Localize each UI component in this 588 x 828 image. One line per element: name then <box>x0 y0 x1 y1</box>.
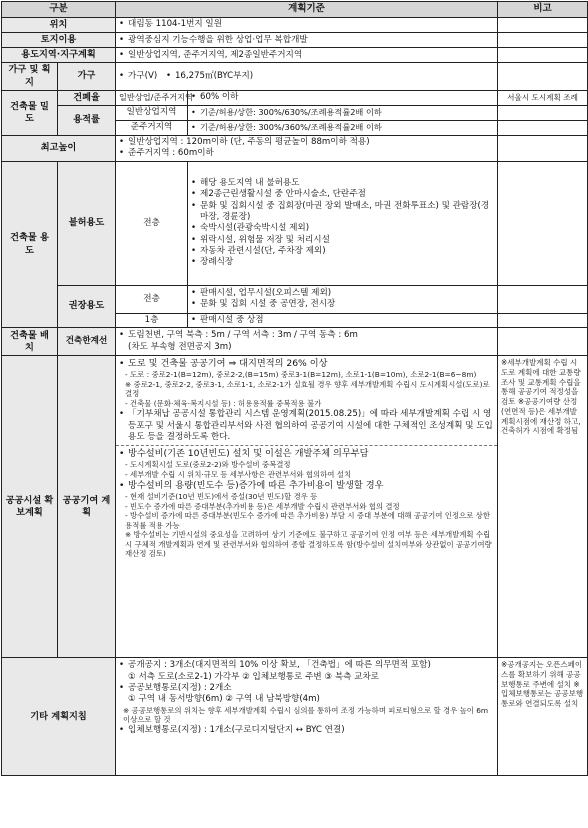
far-label: 용적률 <box>58 105 116 135</box>
row-recommended-use <box>2 285 588 313</box>
public-item-4: • 방수설비의 용량(빈도수 등)증가에 따른 추가비용이 발생할 경우 <box>119 480 494 492</box>
public-item-4-sub: - 방수설비 증가에 따른 증대부분(빈도수 증가에 따른 추가비용) 부담 시 증대 부분에 대해 공공기여 인정으로 상한용적률 적용 가능 <box>125 511 490 530</box>
height-label: 최고높이 <box>2 135 116 161</box>
public-group-label: 공공시설 확보계획 <box>2 356 58 658</box>
row-public <box>2 356 588 658</box>
use-group-label: 건축물 용 도 <box>2 161 58 327</box>
zoning-label: 용도지역·지구계획 <box>2 48 116 63</box>
public-item-4-sub: ※ 방수설비는 기반시설의 중요성을 고려하여 상기 기준에도 불구하고 공공기여 인정 여부 등은 세부개발계획 수립 시 구체적 개발계획과 연계 및 관련부서와 협의하여 종합 결정하도록 함(방수설비 설치여부와 상관없이 공공기여량 재산정 검토) <box>125 530 492 559</box>
header-standard: 계획기준 <box>116 2 498 18</box>
other-item-1: • 공개공지 : 3개소(대지면적의 10% 이상 확보, 「건축법」에 따른 의무면적 포함) <box>119 660 494 671</box>
height-residential: • 준주거지역 : 60m이하 <box>119 148 494 159</box>
other-item-2-sub: ① 구역 내 동서방향(6m) ② 구역 내 남북방향(4m) <box>128 694 320 705</box>
public-item-3: • 방수설비(기존 10년빈도) 설치 및 이설은 개발주체 의무부담 <box>119 448 494 460</box>
prohibited-item: • 숙박시설(관광숙박시설 제외) <box>191 223 494 234</box>
location-label: 위치 <box>2 18 116 33</box>
recommended-floor-1f: 1층 <box>116 313 188 327</box>
row-other <box>2 658 588 776</box>
prohibited-item: • 장례식장 <box>191 257 494 268</box>
public-item-4-sub: - 현재 설비기준(10년 빈도)에서 증설(30년 빈도)할 경우 등 <box>125 492 318 502</box>
row-zoning <box>2 48 588 63</box>
public-item-3-sub: - 세부개발 수립 시 위치·규모 등 세부사항은 관련부서와 협의하여 설치 <box>125 469 352 479</box>
public-item-1-sub: - 도로 : 중로2-1(B=12m), 중로2-2,(B=15m) 중로3-1(B=12m), 소로1-1(B=10m), 소로2-1(B=6~8m) <box>125 370 477 380</box>
row-land-use <box>2 33 588 48</box>
density-group-label: 건축물 밀 도 <box>2 90 58 135</box>
prohibited-floor: 전층 <box>116 161 188 285</box>
recommended-item: • 판매시설, 업무시설(오피스텔 제외) <box>191 288 494 299</box>
recommended-label: 권장용도 <box>58 285 116 327</box>
district-plan-table <box>1 1 588 776</box>
row-location <box>2 18 588 33</box>
recommended-floor-all: 전층 <box>116 285 188 313</box>
prohibited-item: • 위락시설, 위험물 저장 및 처리시설 <box>191 235 494 246</box>
zoning-value: • 일반상업지역, 준주거지역, 제2종일반주거지역 <box>119 50 494 61</box>
coverage-note: 서울시 도시계획 조례 <box>498 90 588 105</box>
prohibited-item: • 제2종근린생활시설 중 안마시술소, 단란주점 <box>191 189 494 200</box>
block-label: 가구 <box>58 63 116 90</box>
block-group-label: 가구 및 획지 <box>2 63 58 90</box>
height-commercial: • 일반상업지역 : 120m이하 (단, 주동의 평균높이 88m이하 적용) <box>119 137 494 148</box>
public-item-1: • 도로 및 건축물 공공기여 ⇒ 대지면적의 26% 이상 <box>119 358 494 370</box>
public-item-1-sub: - 건축물 (문화·체육·복지시설 등) : 허용용적률 중복적용 불가 <box>125 398 322 408</box>
far-zone-residential: 준주거지역 <box>116 120 188 135</box>
row-block <box>2 63 588 90</box>
land-use-label: 토지이용 <box>2 33 116 48</box>
row-coverage <box>2 90 588 105</box>
prohibited-label: 불허용도 <box>58 161 116 285</box>
row-placement <box>2 328 588 356</box>
placement-line-1: • 도림천변, 구역 북측 : 5m / 구역 서측 : 3m / 구역 동측 : 6m <box>119 330 494 341</box>
other-label: 기타 계획지침 <box>2 658 116 776</box>
placement-label: 건축한계선 <box>58 328 116 356</box>
public-note: ※세부개발계획 수립 시 도로 계획에 대한 교통량조사 및 교통계획 수립을 통해 공공기여 적정성을 검토 ※공공기여량 산정(연면적 등)은 세부개발 계획시점에 재산정 하고, 건축허가 시점에 확정됨 <box>498 356 588 658</box>
public-item-4-sub: - 빈도수 증가에 따른 증대부분(추가비용 등)은 세부개발 수립시 관련부서와 협의 결정 <box>125 501 400 511</box>
far-value-residential: • 기준/허용/상한: 300%/360%/조례용적률2배 이하 <box>191 122 494 133</box>
coverage-label: 건폐율 <box>58 90 116 105</box>
prohibited-item: • 해당 용도지역 내 불허용도 <box>191 178 494 189</box>
public-item-3-sub: - 도시계획시설 도로(중로2-2)와 방수설비 중복결정 <box>125 460 291 470</box>
location-value: • 대림동 1104-1번지 일원 <box>119 19 494 30</box>
prohibited-item: • 자동차 관련시설(단, 주차장 제외) <box>191 246 494 257</box>
row-height <box>2 135 588 161</box>
other-item-3: • 입체보행통로(지정) : 1개소(구로디지털단지 ↔ BYC 연결) <box>119 725 494 736</box>
placement-group-label: 건축물 배 치 <box>2 328 58 356</box>
table-header <box>2 2 588 18</box>
coverage-zone: 일반상업/준주거지역 <box>116 90 188 105</box>
recommended-item-1f: • 판매시설 중 상점 <box>191 315 494 326</box>
row-prohibited-use <box>2 161 588 285</box>
public-item-2: • 「기부채납 공공시설 통합관리 시스템 운영계획(2015.08.25)」에 따라 세부개발계획 수립 시 영등포구 및 서울시 통합관리부서와 사전 협의하여 공공기여 시설에 대한 구체적인 조성계획 및 도입용도 등을 결정하도록 한다. <box>119 409 494 443</box>
other-item-2-note: ※ 공공보행통로의 위치는 향후 세부개발계획 수립시 심의를 통하여 조정 가능하며 피로티형으로 할 경우 높이 6m 이상으로 할 것 <box>123 705 489 725</box>
coverage-value: • 60% 이하 <box>191 92 494 103</box>
far-value-commercial: • 기준/허용/상한: 300%/630%/조례용적률2배 이하 <box>191 107 494 118</box>
header-category: 구분 <box>2 2 116 18</box>
other-item-2: • 공공보행통로(지정) : 2개소 <box>119 683 494 694</box>
recommended-item: • 문화 및 집회 시설 중 공연장, 전시장 <box>191 299 494 310</box>
block-area: • 16,275㎡(BYC부지) <box>166 71 253 81</box>
header-remarks: 비고 <box>498 2 588 18</box>
land-use-value: • 광역중심지 기능수행을 위한 상업·업무 복합개발 <box>119 35 494 46</box>
placement-line-2: (차도 부속형 전면공지 3m) <box>128 341 232 352</box>
other-item-1-sub: ① 서측 도로(소로2-1) 가각부 ② 입체보행통로 주변 ③ 북측 교차로 <box>128 671 380 682</box>
public-item-1-sub: ※ 중로2-1, 중로2-2, 중로3-1, 소로1-1, 소로2-1가 실효될 경우 향후 세부개발계획 수립시 도시계획시설(도로)로 결정 <box>125 379 490 399</box>
row-far-commercial <box>2 105 588 120</box>
block-code: • 가구(V) <box>119 71 157 81</box>
public-label: 공공기여 계획 <box>58 356 116 658</box>
other-note: ※공개공지는 오픈스페이스를 확보하기 위해 공공보행통로 주변에 설치 ※입체보행통로는 공공보행통로와 연결되도록 설치 <box>498 658 588 776</box>
prohibited-item: • 문화 및 집회시설 중 집회장(마권 장외 발매소, 마권 전화투표소) 및 관람장(경마장, 경륜장) <box>191 201 494 224</box>
far-zone-commercial: 일반상업지역 <box>116 105 188 120</box>
